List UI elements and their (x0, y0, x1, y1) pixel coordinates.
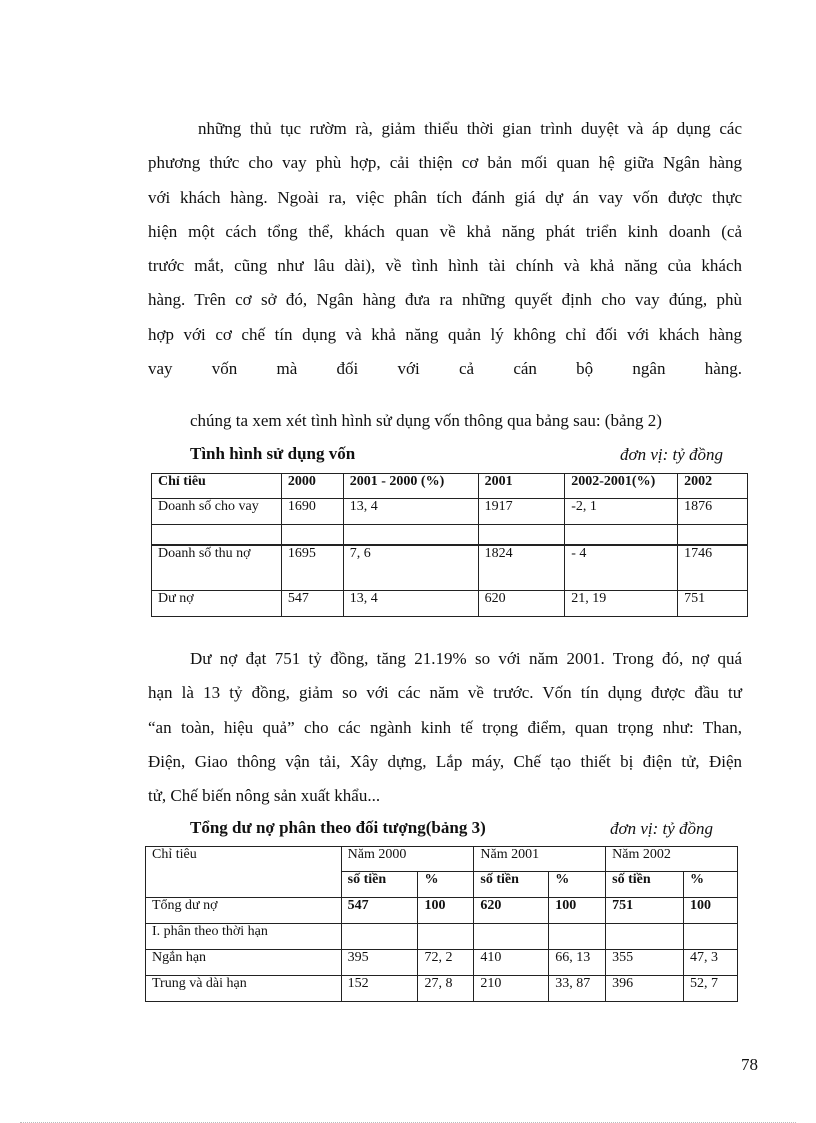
table-cell: 355 (606, 950, 684, 976)
table3-subheader-cell: số tiền (474, 872, 549, 898)
table3-subheader-cell: % (684, 872, 738, 898)
table-cell: 47, 3 (684, 950, 738, 976)
table2-header-cell: 2001 (478, 474, 565, 499)
table-cell: Dư nợ (152, 591, 282, 617)
table-cell: Doanh số thu nợ (152, 545, 282, 591)
table-cell: 66, 13 (549, 950, 606, 976)
table-cell: Trung và dài hạn (146, 976, 342, 1002)
paragraph-2 (148, 642, 742, 813)
table-cell: 13, 4 (343, 591, 478, 617)
table-cell: 547 (341, 898, 418, 924)
table-row (152, 591, 748, 617)
paragraph-line: Dư nợ đạt 751 tỷ đồng, tăng 21.19% so với năm 2001. Trong đó, nợ quá (190, 649, 742, 668)
paragraph-line: hiện một cách tổng thể, khách quan về khả năng phát triển kinh doanh (cả (148, 221, 742, 241)
paragraph-1 (148, 112, 742, 386)
table-cell: 1690 (281, 499, 343, 525)
paragraph-line: hợp với cơ chế tín dụng và khả năng quản lý không chỉ đối với khách hàng (148, 324, 742, 344)
table-cell: 72, 2 (418, 950, 474, 976)
table-row (146, 898, 738, 924)
table3-year-cell: Năm 2002 (606, 847, 738, 872)
table-cell: 152 (341, 976, 418, 1002)
table-cell: Doanh số cho vay (152, 499, 282, 525)
table-row (152, 499, 748, 525)
table-row (152, 545, 748, 591)
table-cell: 21, 19 (565, 591, 678, 617)
table2-header-cell: 2002 (678, 474, 748, 499)
table-row (146, 950, 738, 976)
paragraph-line: Điện, Giao thông vận tải, Xây dựng, Lắp máy, Chế tạo thiết bị điện tử, Điện (148, 751, 742, 771)
table-row (146, 976, 738, 1002)
table2 (151, 473, 748, 617)
paragraph-line: vay vốn mà đối với cả cán bộ ngân hàng. (148, 359, 742, 379)
table2-header-row (152, 474, 748, 499)
table-cell: 100 (418, 898, 474, 924)
table3-subheader-cell: số tiền (341, 872, 418, 898)
table-row-empty (152, 525, 748, 545)
table2-header-cell: Chỉ tiêu (152, 474, 282, 499)
table-cell: 7, 6 (343, 545, 478, 591)
table3-unit: đơn vị: tỷ đồng (610, 819, 714, 838)
paragraph-line: phương thức cho vay phù hợp, cải thiện cơ bản mối quan hệ giữa Ngân hàng (148, 153, 742, 173)
table-cell: 13, 4 (343, 499, 478, 525)
table2-intro: chúng ta xem xét tình hình sử dụng vốn thông qua bảng sau: (bảng 2) (190, 411, 662, 430)
table3-header-cell: Chỉ tiêu (146, 847, 342, 898)
table-cell: 547 (281, 591, 343, 617)
table-cell: 396 (606, 976, 684, 1002)
table2-caption: Tình hình sử dụng vốn (190, 444, 356, 463)
table-cell: 52, 7 (684, 976, 738, 1002)
table3-caption: Tổng dư nợ phân theo đối tượng(bảng 3) (190, 818, 486, 837)
table-cell: 100 (684, 898, 738, 924)
table-cell: 27, 8 (418, 976, 474, 1002)
table2-unit: đơn vị: tỷ đồng (620, 445, 724, 464)
table3 (145, 846, 738, 1002)
table3-subheader-cell: % (549, 872, 606, 898)
table2-header-cell: 2001 - 2000 (%) (343, 474, 478, 499)
table-cell: I. phân theo thời hạn (146, 924, 342, 950)
table-cell: Tổng dư nợ (146, 898, 342, 924)
table2-header-cell: 2002-2001(%) (565, 474, 678, 499)
table3-subheader-cell: % (418, 872, 474, 898)
table-cell: 620 (478, 591, 565, 617)
table-cell: 395 (341, 950, 418, 976)
page-number: 78 (741, 1055, 758, 1074)
table-cell: Ngắn hạn (146, 950, 342, 976)
paragraph-line: những thủ tục rườm rà, giảm thiểu thời gian trình duyệt và áp dụng các (198, 119, 742, 138)
table-cell: 1824 (478, 545, 565, 591)
table2-header-cell: 2000 (281, 474, 343, 499)
table-cell: 620 (474, 898, 549, 924)
table-cell: 1876 (678, 499, 748, 525)
table3-year-cell: Năm 2001 (474, 847, 606, 872)
paragraph-line: tử, Chế biến nông sản xuất khẩu... (148, 786, 381, 806)
table3-subheader-cell: số tiền (606, 872, 684, 898)
table-cell: 100 (549, 898, 606, 924)
paragraph-line: hạn là 13 tỷ đồng, giảm so với các năm về trước. Vốn tín dụng được đầu tư (148, 683, 742, 703)
table3-year-cell: Năm 2000 (341, 847, 474, 872)
table-cell: 33, 87 (549, 976, 606, 1002)
table-cell: 1746 (678, 545, 748, 591)
paragraph-line: hàng. Trên cơ sở đó, Ngân hàng đưa ra những quyết định cho vay đúng, phù (148, 290, 742, 310)
table-row (146, 924, 738, 950)
table-cell: 1917 (478, 499, 565, 525)
table-cell: 210 (474, 976, 549, 1002)
paragraph-line: trước mắt, cũng như lâu dài), về tình hình tài chính và khả năng của khách (148, 256, 742, 276)
paragraph-line: “an toàn, hiệu quả” cho các ngành kinh tế trọng điểm, quan trọng như: Than, (148, 717, 742, 737)
table3-header-row (146, 847, 738, 872)
paragraph-line: với khách hàng. Ngoài ra, việc phân tích đánh giá dự án vay vốn được thực (148, 187, 742, 207)
table-cell: 410 (474, 950, 549, 976)
table-cell: 751 (678, 591, 748, 617)
table-cell: 751 (606, 898, 684, 924)
table-cell: - 4 (565, 545, 678, 591)
table-cell: 1695 (281, 545, 343, 591)
table-cell: -2, 1 (565, 499, 678, 525)
